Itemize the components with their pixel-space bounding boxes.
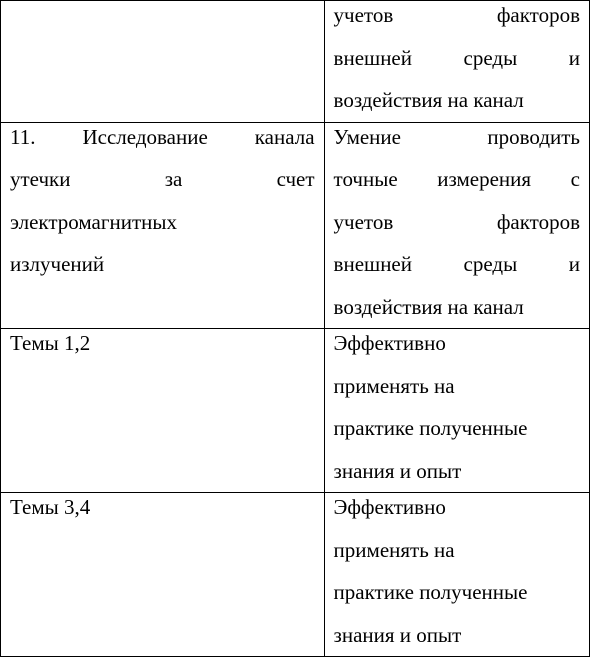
cell-text <box>10 322 315 365</box>
text-line: 11. Исследование канала <box>10 124 315 149</box>
table-cell-topic <box>1 122 325 329</box>
text-line: Эффективно <box>333 495 446 519</box>
text-line: учетов факторов <box>333 3 580 27</box>
text-line: Умение проводить <box>333 124 580 149</box>
cell-text <box>334 116 580 329</box>
text-line: применять на <box>333 537 455 562</box>
cell-text <box>10 486 315 529</box>
text-line: электромагнитных <box>10 209 177 234</box>
table-row <box>1 1 590 123</box>
text-line: Темы 3,4 <box>10 495 91 519</box>
text-line: утечки за счет <box>10 167 315 191</box>
table-cell-skill <box>324 1 589 123</box>
text-line: применять на <box>333 373 455 398</box>
text-line: практике полученные <box>333 416 528 440</box>
cell-text <box>334 322 580 492</box>
table-cell-skill <box>324 329 589 493</box>
text-line: воздействия на канал <box>333 294 524 319</box>
table-row <box>1 329 590 493</box>
text-line: практике полученные <box>333 580 528 604</box>
text-line: внешней среды и <box>333 45 580 70</box>
text-line: внешней среды и <box>333 252 580 276</box>
table-cell-topic <box>1 1 325 123</box>
cell-text <box>10 116 315 286</box>
text-line: точные измерения с <box>333 167 580 191</box>
text-line: знания и опыт <box>333 458 462 483</box>
text-line: знания и опыт <box>333 622 462 647</box>
text-line: учетов факторов <box>333 209 580 234</box>
text-line: излучений <box>10 252 105 276</box>
text-line: воздействия на канал <box>333 88 524 112</box>
table-cell-skill <box>324 122 589 329</box>
cell-text <box>334 0 580 122</box>
text-line: Эффективно <box>333 331 446 355</box>
table-cell-topic <box>1 329 325 493</box>
text-line: Темы 1,2 <box>10 331 91 355</box>
cell-text <box>334 486 580 656</box>
table-row <box>1 122 590 329</box>
